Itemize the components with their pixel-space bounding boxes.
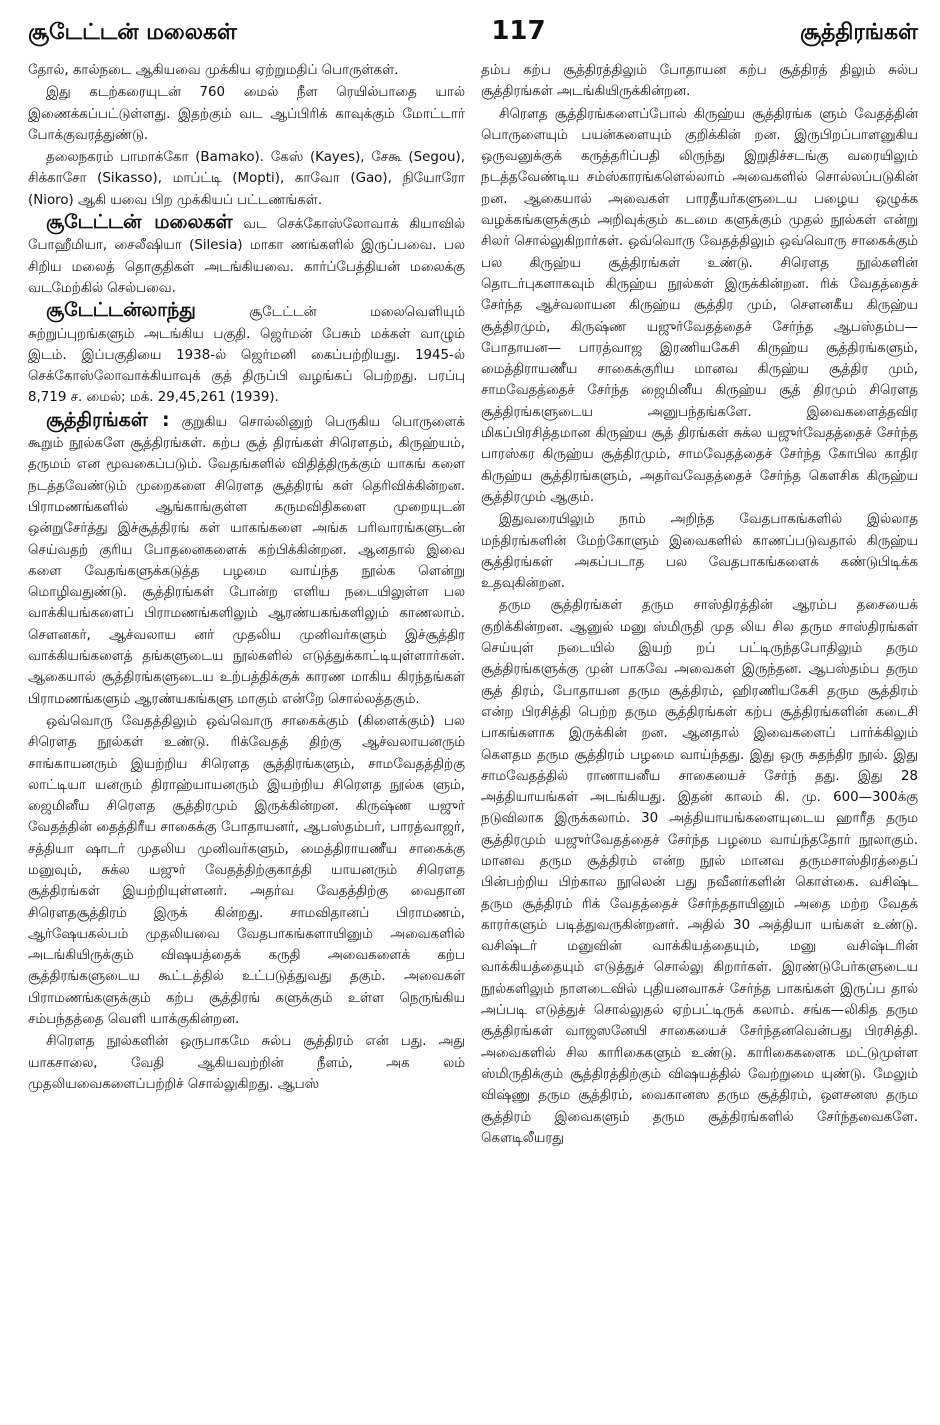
paragraph: சிரௌத நூல்களின் ஒருபாகமே சுல்ப சூத்திரம் என் பது. அது யாகசாலை, வேதி ஆகியவற்றின் நீளம், அக லம் முதலியவைகளைப்பற்றிச் சொல்லுகிறது. ஆபஸ் <box>28 1034 465 1092</box>
entry-sudetenland <box>28 300 465 408</box>
text-columns <box>28 60 918 1150</box>
entry-text: குறுகிய சொல்லினுற் பெருகிய பொருளைக் கூறும் நூல்களே சூத்திரங்கள். கற்ப சூத் திரங்கள் சிரௌதம், கிருஹ்யம், தருமம் என மூவகைப்படும். வேதங்களில் விதித்திருக்கும் யாகங் களை நடத்தவேண்டும் முறைகளை சிரௌத சூத்திரங் கள் தெரிவிக்கின்றன. பிராமணங்களில் ஆங்காங்குள்ள கருமவிதிகளை முறையுடன் ஒன்றுசேர்த்து இச்சூத்திரங் கள் யாகங்களை அங்க பரிவாரங்களுடன் செய்வதற் குரிய போதனைகளைக் கற்பிக்கின்றன. ஆனதால் இவை களை வேதங்களுக்கடுத்த பழமை வாய்ந்த நூல்க ளென்று மொழிவதுண்டு. சூத்திரங்கள் போன்ற எளிய நடையிலுள்ள பல வாக்கியங்களைப் பிராமணங்களிலும் ஆரண்யகங்களிலும் காணலாம். சௌனகர், ஆச்வலாய னர் முதலிய முனிவர்களும் இச்சூத்திர வாக்கியங்களைத் தங்களுடைய நூல்களில் எடுத்துக்காட்டியுள்ளார்கள். ஆகையால் சூத்திரங்களுடைய உற்பத்திக்குக் காரண மாகிய கிரந்தங்கள் பிராமணங்களும் ஆரண்யகங்களு மாகும் என்றே சொல்லத்தகும். <box>28 414 465 707</box>
paragraph: தரும சூத்திரங்கள் தரும சாஸ்திரத்தின் ஆரம்ப தசையைக் குறிக்கின்றன. ஆனுல் மனு ஸ்மிருதி முத லிய சில தரும சாஸ்திரங்கள் செய்யுள் நடையில் இயற் றப் பட்டிருந்தபோதிலும் தரும சூத்திரங்களுக்கு முன் பாகவே அவைகள் இருந்தன. ஆபஸ்தம்ப தரும சூத் திரம், போதாயன தரும சூத்திரம், ஹிரணியகேசி தரும சூத்திரம் என்ற பிரசித்தி பெற்ற தரும சூத்திரங்கள் கற்ப சூத்திரங்களின் கடைசி பாகங்களாக இருக்கின் றன. ஆனதால் இவைகளைப் பார்க்கிலும் கௌதம தரும சூத்திரம் பழமை வாய்ந்தது. இது ஒரு சுதந்திர நூல். இது சாமவேதத்தில் ராணாயனீய சாகையைச் சேர்ந் தது. இது 28 அத்தியாயங்கள் அடங்கியது. இதன் காலம் கி. மு. 600—300க்கு நடுவிலாக இருக்கலாம். 30 அத்தியாயங்களையுடைய ஹாரீத தரும சூத்திரமும் யஜுர்வேதத்தைச் சேர்ந்த பழமை வாய்ந்ததோர் நூலாகும். மானவ தரும சூத்திரம் என்ற நூல் மானவ தருமசாஸ்திரத்தைப் பின்பற்றிய பிற்கால நூலென் பது நவீனர்களின் கொள்கை. வசிஷ்ட தரும சூத்திரம் ரிக் வேதத்தைச் சேர்ந்ததாயினும் அதை மற்ற வேதக் காரர்களும் படித்துவருகின்றனர். அதில் 30 அத்தியா யங்கள் உண்டு. வசிஷ்டர் மனுவின் வாக்கியத்தையும், மனு வசிஷ்டரின் வாக்கியத்தையும் எடுத்துச் சொல்லு கிறார்கள். இரண்டுபேர்களுடைய நூல்களிலும் நாளடைவில் புதியனவாகச் சேர்ந்த பாகங்கள் இருப்ப தால் அப்படி எடுத்துச் சொல்லுதல் ஏற்பட்டிருக் கலாம். சங்க—லிகித தரும சூத்திரங்கள் வாஜஸனேயி சாகையைச் சேர்ந்தனவென்பது பிரசித்தி. அவைகளில் சில காரிகைகளும் உண்டு. காரிகைகளைக மட்டுமுள்ள ஸ்மிருதிக்கும் சூத்திரத்திற்கும் விஷயத்தில் வேற்றுமை யுண்டு. மேலும் விஷ்ணு தரும சூத்திரம், வைகானஸ தரும சூத்திரம், ஔசனஸ தரும சூத்திரம் இவைகளும் தரும சூத்திரங்களில் சேர்ந்தவைகளே. கௌடிலீயரது <box>481 598 918 1146</box>
left-column <box>28 60 465 1150</box>
paragraph: சிரௌத சூத்திரங்களைப்போல் கிருஹ்ய சூத்திரங்க ளும் வேதத்தின் பொருளையும் பயன்களையும் குறிக்கின் றன. இருபிறப்பாளனுகிய ஒருவனுக்குக் கருத்தரிப்பதி லிருந்து இறுதிச்சடங்கு வரையிலும் நடத்தவேண்டிய சம்ஸ்காரங்களெல்லாம் அவைகளில் சொல்லப்படுகின் றன. ஆகையால் அவைகள் பாரதீயர்களுடைய பழைய ஒழுக்க வழக்கங்களுக்கும் அறிவுக்கும் கடமை களுக்கும் முதல் நூல்கள் என்று சிலர் சொல்லுகிறார்கள். ஒவ்வொரு வேதத்திலும் ஒவ்வொரு சாகைக்கும் பல கிருஹ்ய சூத்திரங்கள் உண்டு. சிரௌத நூல்களின் தொடர்புகளாகவும் கிருஹ்ய நூல்கள் இருக்கின்றன. ரிக் வேதத்தைச் சேர்ந்த ஆச்வலாயன கிருஹ்ய சூத்திர மும், சௌனகீய கிருஹ்ய சூத்திரமும், கிருஷ்ண யஜுர்வேதத்தைச் சேர்ந்த ஆபஸ்தம்ப—போதாயன— பாரத்வாஜ இரணியகேசி கிருஹ்ய சூத்திரங்களும், மைத்திராயணீய சாகைக்குரிய மானவ கிருஹ்ய சூத்திர மும், சாமவேதத்தைச் சேர்ந்த ஜைமினீய கிருஹ்ய சூத் திரமும் சிரௌத சூத்திரங்களுடைய அனுபந்தங்களே. இவைகளைத்தவிர மிகப்பிரசித்தமான கிருஹ்ய சூத் திரங்கள் சுக்ல யஜுர்வேதத்தைச் சேர்ந்த பாரஸ்கர கிருஹ்ய சூத்திரமும், சாமவேதத்தைச் சேர்ந்த கோபில காதிர கிருஹ்ய சூத்திரங்களும், அதர்வவேதத்தைச் சேர்ந்த கௌசிக கிருஹ்ய சூத்திரமும் ஆகும். <box>481 106 918 505</box>
header-left-title: சூடேட்டன் மலைகள் <box>28 20 237 45</box>
paragraph: தோல், கால்நடை ஆகியவை முக்கிய ஏற்றுமதிப் பொருள்கள். <box>28 63 399 78</box>
paragraph: இது கடற்கரையுடன் 760 மைல் நீள ரெயில்பாதை யால் இணைக்கப்பட்டுள்ளது. இதற்கும் வட ஆப்பிரிக் காவுக்கும் மோட்டார் போக்குவரத்துண்டு. <box>28 85 465 143</box>
paragraph: தம்ப கற்ப சூத்திரத்திலும் போதாயன கற்ப சூத்திரத் திலும் சுல்ப சூத்திரங்கள் அடங்கியிருக்கின்றன. <box>481 63 918 100</box>
right-column <box>481 60 918 1150</box>
entry-sutras <box>28 410 465 710</box>
entry-headword: சூடேட்டன்லாந்து <box>46 299 196 322</box>
paragraph: இதுவரையிலும் நாம் அறிந்த வேதபாகங்களில் இல்லாத மந்திரங்களின் மேற்கோளும் இவைகளில் காணப்படுவதால் கிருஹ்ய சூத்திரங்கள் அகப்படாத பல வேதபாகங்களைக் கண்டுபிடிக்க உதவுகின்றன. <box>481 512 918 592</box>
page-number: 117 <box>491 16 546 46</box>
entry-sudeten-mountains <box>28 212 465 299</box>
running-header <box>28 16 918 60</box>
entry-headword: சூடேட்டன் மலைகள் <box>46 211 233 234</box>
entry-headword: சூத்திரங்கள் : <box>46 408 170 431</box>
paragraph: ஒவ்வொரு வேதத்திலும் ஒவ்வொரு சாகைக்கும் (கிளைக்கும்) பல சிரௌத நூல்கள் உண்டு. ரிக்வேதத் திற்கு ஆச்வலாயனரும் சாங்காயனரும் இயற்றிய சிரௌத சூத்திரங்களும், சாமவேதத்திற்கு லாட்டியா யனரும் திராஹ்யாயனரும் இயற்றிய சிரௌத நூல்க ளும், ஜைமினீய சிரௌத சூத்திரமும் இருக்கின்றன. கிருஷ்ண யஜுர் வேதத்தின் தைத்திரீய சாகைக்கு போதாயனர், ஆபஸ்தம்பர், பாரத்வாஜர், சத்தியா ஷாடர் முதலிய முனிவர்களும், மைத்திராயணீய சாகைக்கு மனுவும், சுக்ல யஜுர் வேதத்திற்குகாத்தி யாயனரும் சிரௌத சூத்திரங்கள் இயற்றியுள்ளனர். அதர்வ வேதத்திற்கு வைதான சிரௌதசூத்திரம் இருக் கின்றது. சாமவிதானப் பிராமணம், ஆர்ஷேயகல்பம் முதலியவை வேதபாகங்களாயினும் அவைகளில் அடங்கியிருக்கும் விஷயத்தைக் கருதி அவைகளைக் கற்ப சூத்திரங்களுடைய கூட்டத்தில் உட்படுத்துவது தகும். அவைகள் பிராமணங்களுக்கும் கற்ப சூத்திரங் களுக்கும் உள்ள நெருங்கிய சம்பந்தத்தை வெளி யாக்குகின்றன. <box>28 713 465 1028</box>
entry-text: சூடேட்டன் மலைவெளியும் சுற்றுப்புறங்களும் அடங்கிய பகுதி. ஜெர்மன் பேசும் மக்கள் வாழும் இடம். இப்பகுதியை 1938-ல் ஜெர்மனி கைப்பற்றியது. 1945-ல் செக்கோஸ்லோவாக்கியாவுக் குத் திருப்பி வழங்கப் பெற்றது. பரப்பு 8,719 ச. மைல்; மக். 29,45,261 (1939). <box>28 305 465 406</box>
header-right-title: சூத்திரங்கள் <box>800 20 918 45</box>
entry-text: வட செக்கோஸ்லோவாக் கியாவில் போஹீமியா, சைலீஷியா (Silesia) மாகா ணங்களில் இருப்பவை. பல சிறிய மலைத் தொகுதிகள் அடங்கியவை. கார்ப்பேத்தியன் மலைக்கு வடமேற்கில் செல்பவை. <box>28 217 466 296</box>
paragraph: தலைநகரம் பாமாக்கோ (Bamako). கேஸ் (Kayes), சேகூ (Segou), சிக்காசோ (Sikasso), மாப்ட்டி (Mopti), காவோ (Gao), நியோரோ (Nioro) ஆகி யவை பிற முக்கியப் பட்டணங்கள். <box>28 150 465 208</box>
